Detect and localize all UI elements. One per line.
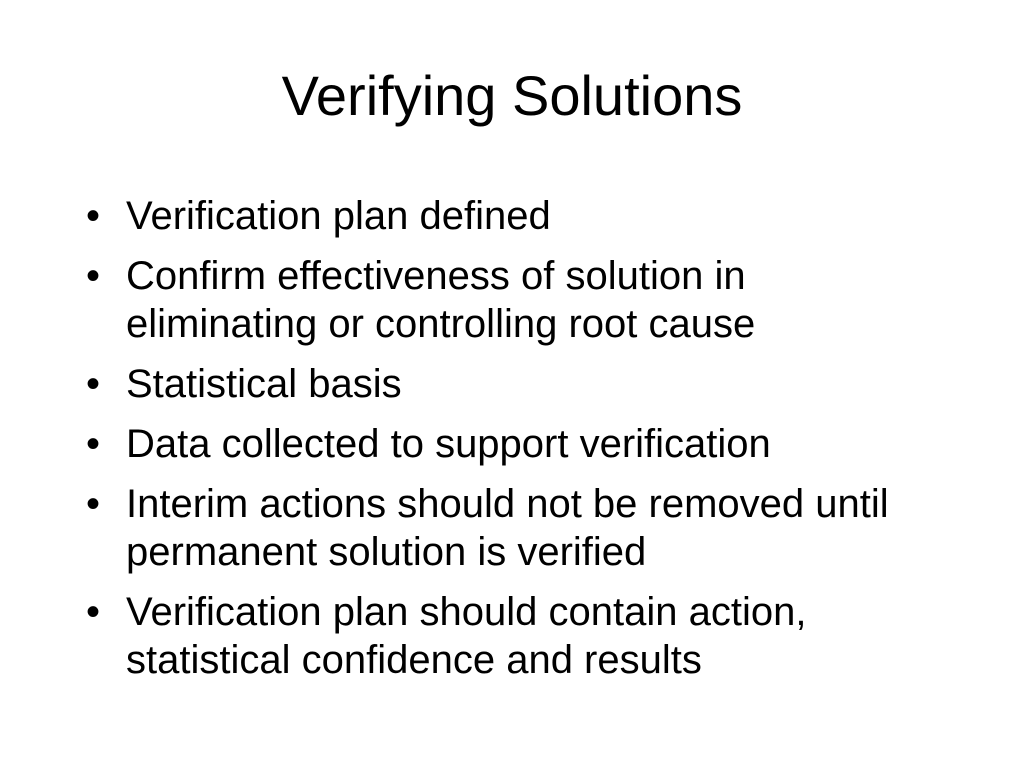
bullet-text: Statistical basis xyxy=(126,362,402,406)
bullet-list xyxy=(84,192,944,696)
slide-title: Verifying Solutions xyxy=(281,64,743,127)
bullet-item-verification-plan xyxy=(84,192,944,240)
bullet-dot-icon: • xyxy=(86,482,101,526)
bullet-item-confirm-effectiveness xyxy=(84,252,944,348)
bullet-text: Confirm effectiveness of solution in eliminating or controlling root cause xyxy=(126,254,756,346)
bullet-text: Verification plan defined xyxy=(126,194,551,238)
bullet-dot-icon: • xyxy=(86,362,101,406)
bullet-item-interim-actions xyxy=(84,480,944,576)
bullet-item-statistical-basis xyxy=(84,360,944,408)
bullet-text: Verification plan should contain action, statistical confidence and results xyxy=(126,590,807,682)
bullet-item-plan-contents xyxy=(84,588,944,684)
bullet-dot-icon: • xyxy=(86,422,101,466)
bullet-dot-icon: • xyxy=(86,590,101,634)
bullet-text: Interim actions should not be removed until permanent solution is verified xyxy=(126,482,889,574)
bullet-dot-icon: • xyxy=(86,194,101,238)
bullet-text: Data collected to support verification xyxy=(126,422,771,466)
bullet-dot-icon: • xyxy=(86,254,101,298)
bullet-item-data-collected xyxy=(84,420,944,468)
